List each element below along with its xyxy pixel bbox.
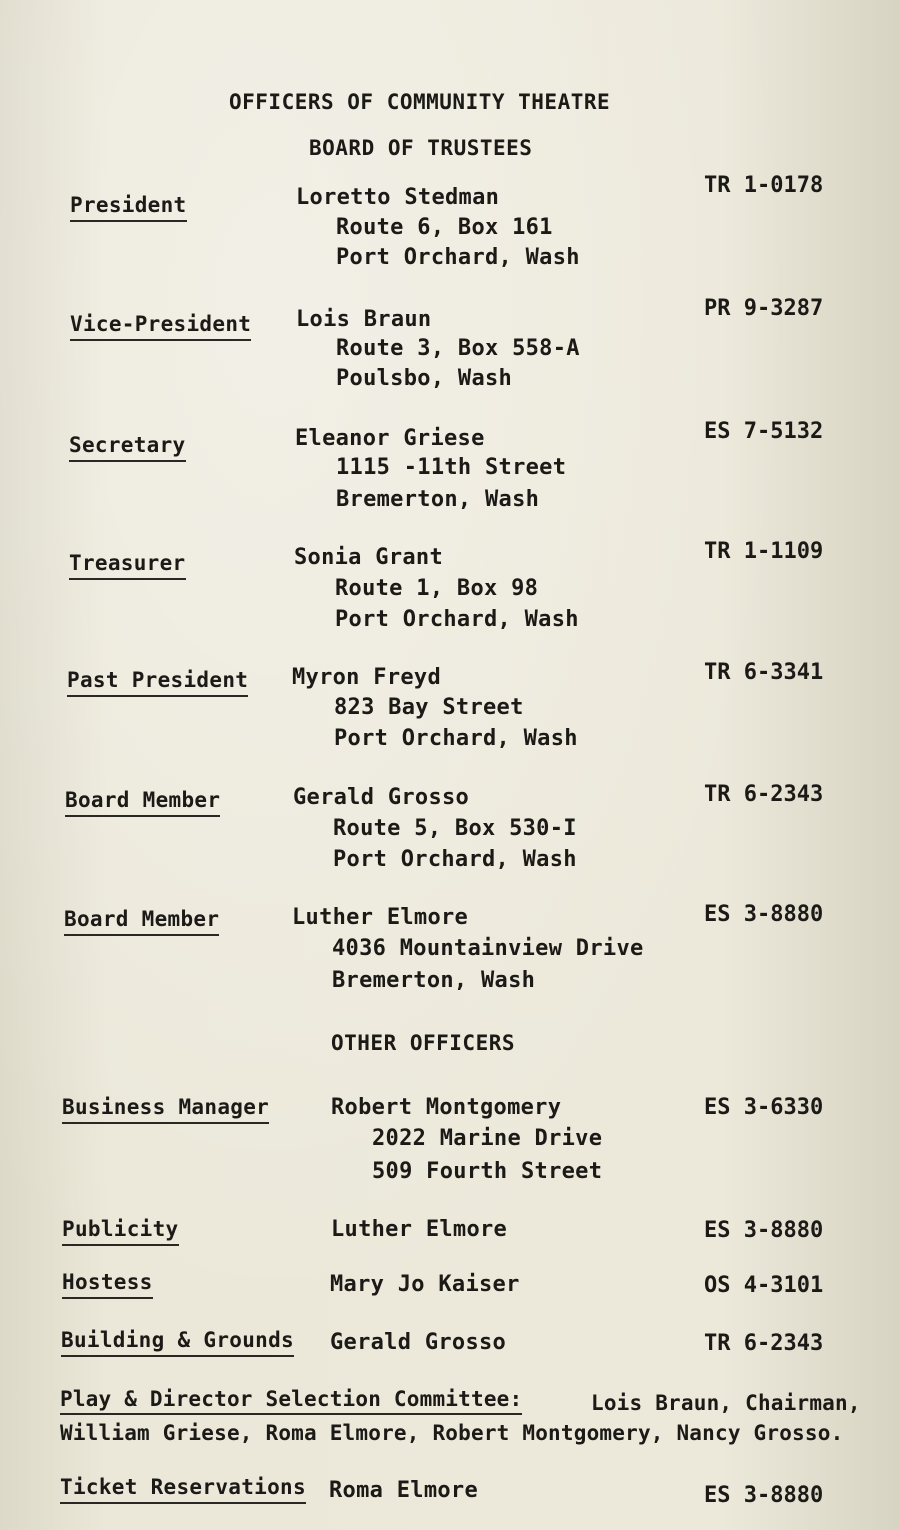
office-title: President [70, 193, 187, 222]
document-title: OFFICERS OF COMMUNITY THEATRE [229, 90, 611, 114]
office-title: Treasurer [69, 551, 186, 580]
address-line-1: 2022 Marine Drive [372, 1126, 603, 1151]
address-line-1: Route 5, Box 530-I [333, 816, 577, 841]
officer-name: Gerald Grosso [293, 785, 470, 810]
officer-name: Roma Elmore [329, 1478, 478, 1503]
address-line-2: Port Orchard, Wash [335, 607, 579, 632]
phone-number: TR 6-2343 [704, 782, 824, 807]
office-title: Vice-President [70, 312, 251, 341]
office-title: Business Manager [62, 1095, 269, 1124]
office-title: Board Member [64, 907, 219, 936]
phone-number: OS 4-3101 [704, 1273, 824, 1298]
address-line-1: 1115 -11th Street [336, 455, 567, 480]
officer-name: Luther Elmore [292, 905, 469, 930]
phone-number: TR 1-1109 [704, 539, 824, 564]
address-line-2: Poulsbo, Wash [336, 366, 513, 391]
phone-number: TR 6-3341 [704, 660, 824, 685]
address-line-1: Route 3, Box 558-A [336, 336, 580, 361]
address-line-2: 509 Fourth Street [372, 1159, 603, 1184]
office-title: Publicity [62, 1217, 179, 1246]
officer-name: Lois Braun [296, 307, 432, 332]
phone-number: ES 3-6330 [704, 1095, 824, 1120]
phone-number: PR 9-3287 [704, 296, 824, 321]
phone-number: ES 3-8880 [704, 1483, 824, 1508]
address-line-1: 4036 Mountainview Drive [332, 936, 644, 961]
officer-name: Myron Freyd [292, 665, 441, 690]
address-line-1: 823 Bay Street [334, 695, 524, 720]
board-heading: BOARD OF TRUSTEES [309, 136, 533, 160]
office-title: Past President [67, 668, 248, 697]
committee-members: William Griese, Roma Elmore, Robert Montgomery, Nancy Grosso. [60, 1421, 844, 1445]
officer-name: Mary Jo Kaiser [330, 1272, 520, 1297]
office-title: Board Member [65, 788, 220, 817]
other-officers-heading: OTHER OFFICERS [331, 1031, 516, 1055]
address-line-1: Route 6, Box 161 [336, 215, 553, 240]
officer-name: Eleanor Griese [295, 426, 485, 451]
phone-number: TR 1-0178 [704, 173, 824, 198]
officer-name: Robert Montgomery [331, 1095, 562, 1120]
phone-number: ES 7-5132 [704, 419, 824, 444]
officer-name: Loretto Stedman [296, 185, 500, 210]
officer-name: Sonia Grant [294, 545, 443, 570]
phone-number: TR 6-2343 [704, 1331, 824, 1356]
officer-name: Gerald Grosso [330, 1330, 507, 1355]
committee-chair: Lois Braun, Chairman, [591, 1391, 861, 1415]
office-title: Building & Grounds [61, 1328, 294, 1357]
address-line-2: Bremerton, Wash [336, 487, 540, 512]
committee-title [60, 1387, 522, 1411]
committee-title-text: Play & Director Selection Committee: [60, 1387, 522, 1415]
address-line-2: Bremerton, Wash [332, 968, 536, 993]
phone-number: ES 3-8880 [704, 902, 824, 927]
office-title: Hostess [62, 1270, 153, 1299]
officer-name: Luther Elmore [331, 1217, 508, 1242]
office-title: Secretary [69, 433, 186, 462]
address-line-1: Route 1, Box 98 [335, 576, 539, 601]
address-line-2: Port Orchard, Wash [336, 245, 580, 270]
office-title: Ticket Reservations [60, 1475, 306, 1504]
address-line-2: Port Orchard, Wash [334, 726, 578, 751]
address-line-2: Port Orchard, Wash [333, 847, 577, 872]
phone-number: ES 3-8880 [704, 1218, 824, 1243]
